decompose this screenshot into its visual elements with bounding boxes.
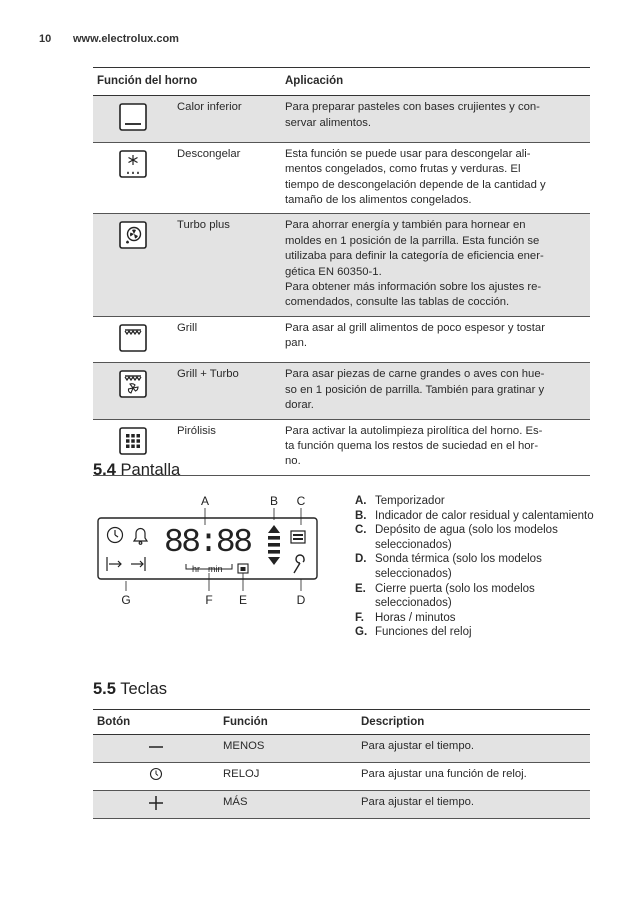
section-title-display: 5.4 Pantalla — [93, 461, 181, 479]
display-legend — [355, 494, 595, 640]
page-header — [39, 33, 179, 45]
turbo-plus-icon — [118, 220, 148, 250]
callout-b: B — [269, 494, 279, 508]
function-description: Para ahorrar energía y también para hornear en moldes en 1 posición de la parrilla. Esta función se utilizaba para definir la categoría de eficiencia ener- gética EN 60350-1. Para obtener más información sobre los ajustes re- comendados, consulte las tablas de cocción. — [281, 214, 590, 316]
legend-item: D. Sonda térmica (solo los modelos seleccionados) — [355, 553, 542, 580]
col-header-button: Botón — [93, 710, 219, 735]
legend-item: E. Cierre puerta (solo los modelos seleccionados) — [355, 582, 535, 610]
key-description: Para ajustar una función de reloj. — [357, 763, 590, 791]
hours-label: hr — [192, 564, 201, 574]
table-row — [93, 735, 590, 763]
callout-a: A — [200, 494, 210, 508]
legend-item: B. Indicador de calor residual y calentamiento — [355, 509, 594, 522]
key-function: RELOJ — [219, 763, 357, 791]
legend-item: G. Funciones del reloj — [355, 626, 472, 639]
section-title-keys: 5.5 Teclas — [93, 680, 168, 698]
key-function: MÁS — [219, 791, 357, 819]
function-description: Para preparar pasteles con bases crujientes y con- servar alimentos. — [281, 96, 590, 142]
key-description: Para ajustar el tiempo. — [357, 791, 590, 819]
table-row — [93, 763, 590, 791]
function-description: Para asar piezas de carne grandes o aves con hue- so en 1 posición de parrilla. También para gratinar y dorar. — [281, 363, 590, 419]
display-digits: 88:88 — [164, 524, 252, 561]
table-row — [93, 142, 590, 214]
site-url: www.electrolux.com — [73, 33, 179, 45]
col-header-function: Función del horno — [93, 68, 281, 96]
legend-item: F. Horas / minutos — [355, 611, 456, 624]
table-row — [93, 96, 590, 142]
function-name: Grill — [173, 316, 281, 362]
door-lock-icon — [238, 564, 248, 573]
callout-f: F — [205, 593, 213, 607]
callout-e: E — [238, 593, 248, 607]
col-header-application: Aplicación — [281, 68, 590, 96]
defrost-icon — [118, 149, 148, 179]
grill-turbo-icon — [118, 369, 148, 399]
clock-icon — [108, 528, 123, 543]
function-name: Descongelar — [173, 142, 281, 214]
key-function: MENOS — [219, 735, 357, 763]
grill-icon — [118, 323, 148, 353]
key-description: Para ajustar el tiempo. — [357, 735, 590, 763]
bottom-heat-icon — [118, 102, 148, 132]
legend-item: A. Temporizador — [355, 495, 445, 507]
oven-functions-table — [93, 67, 590, 476]
display-diagram — [93, 493, 333, 611]
callout-g: G — [121, 593, 131, 607]
pyrolysis-icon — [118, 426, 148, 456]
table-row — [93, 316, 590, 362]
clock-icon — [147, 766, 165, 782]
water-tank-icon — [291, 531, 305, 543]
function-name: Grill + Turbo — [173, 363, 281, 419]
callout-c: C — [296, 494, 306, 508]
function-name: Turbo plus — [173, 214, 281, 316]
table-row — [93, 791, 590, 819]
page-number: 10 — [39, 33, 52, 45]
function-description: Para activar la autolimpieza pirolítica del horno. Es- ta función quema los restos de suciedad en el hor- no. — [281, 419, 590, 475]
plus-icon — [147, 794, 165, 810]
keys-table — [93, 709, 590, 819]
heat-indicator — [268, 525, 280, 565]
table-row — [93, 214, 590, 316]
minus-icon — [147, 738, 165, 754]
function-name: Calor inferior — [173, 96, 281, 142]
start-time-icon — [107, 557, 121, 571]
bell-icon — [134, 529, 147, 545]
function-description: Esta función se puede usar para descongelar ali- mentos congelados, como frutas y verduras. El tiempo de descongelación depende de la cantidad y tamaño de los alimentos congelados. — [281, 142, 590, 214]
col-header-description: Description — [357, 710, 590, 735]
function-description: Para asar al grill alimentos de poco espesor y tostar pan. — [281, 316, 590, 362]
function-name: Pirólisis — [173, 419, 281, 475]
minutes-label: min — [208, 564, 223, 574]
end-time-icon — [131, 557, 145, 571]
meat-probe-icon — [294, 555, 304, 573]
col-header-function: Función — [219, 710, 357, 735]
table-row — [93, 363, 590, 419]
legend-item: C. Depósito de agua (solo los modelos seleccionados) — [355, 524, 558, 551]
callout-d: D — [296, 593, 306, 607]
